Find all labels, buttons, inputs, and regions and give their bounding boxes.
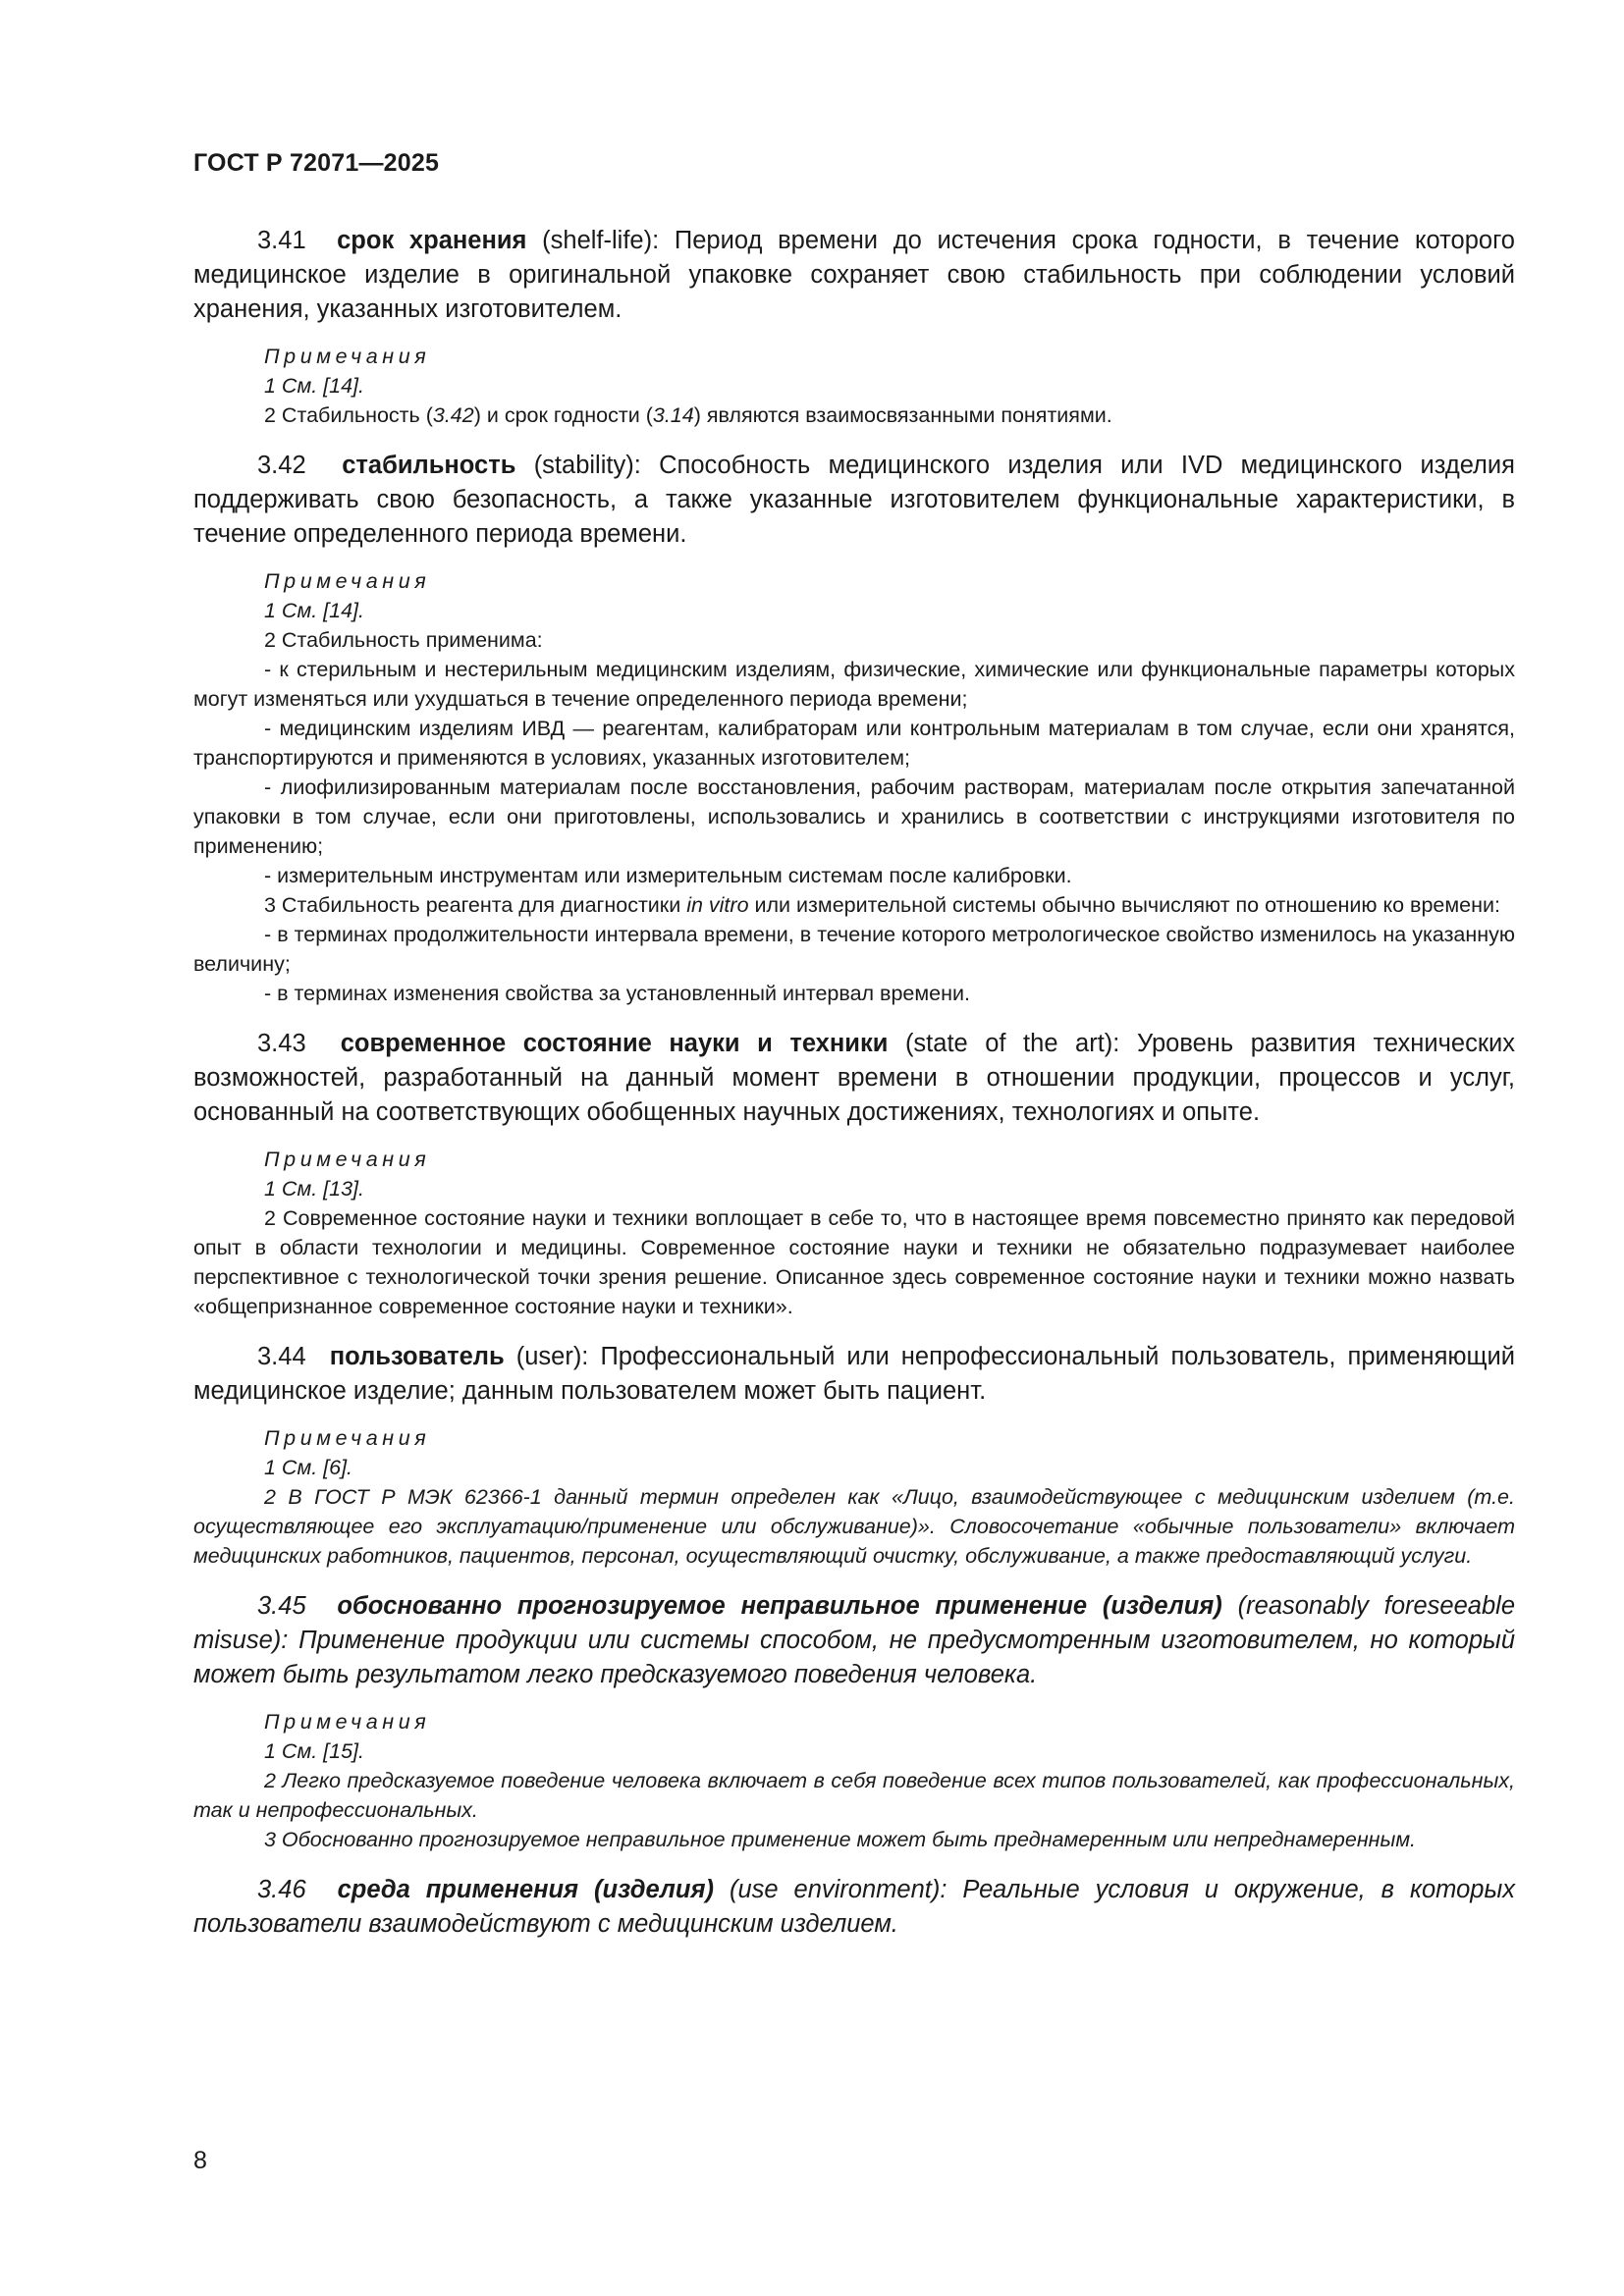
term-definition: Уровень развития технических возможностей, разработанный на данный момент времени в отношении продукции, процессов и услуг, основанный на соответствующих обобщенных научных достижениях, технологиях и опыте. bbox=[193, 1030, 1515, 1126]
term-english: (shelf-life): bbox=[542, 227, 660, 254]
term-3-46 bbox=[193, 1873, 1515, 1942]
notes-3-44 bbox=[193, 1423, 1515, 1571]
term-number: 3.43 bbox=[257, 1030, 306, 1057]
term-title: пользователь bbox=[329, 1343, 505, 1370]
term-definition: Применение продукции или системы способом, не предусмотренным изготовителем, но который может быть результатом легко предсказуемого поведения человека. bbox=[193, 1627, 1515, 1688]
term-title: срок хранения bbox=[337, 227, 527, 254]
note-1: 1 См. [14]. bbox=[264, 374, 364, 398]
notes-3-42 bbox=[193, 566, 1515, 1008]
note-2-bullet-2: - медицинским изделиям ИВД — реагентам, калибраторам или контрольным материалам в том случае, если они хранятся, транспортируются и применяются в условиях, указанных изготовителем; bbox=[193, 717, 1515, 770]
term-definition: Период времени до истечения срока годности, в течение которого медицинское изделие в оригинальной упаковке сохраняет свою стабильность при соблюдении условий хранения, указанных изготовителем. bbox=[193, 227, 1515, 323]
term-english: (stability): bbox=[533, 452, 641, 479]
notes-heading: Примечания bbox=[264, 345, 431, 368]
notes-heading: Примечания bbox=[264, 569, 431, 593]
notes-heading: Примечания bbox=[264, 1710, 431, 1734]
notes-3-45 bbox=[193, 1707, 1515, 1854]
notes-3-43 bbox=[193, 1145, 1515, 1321]
note-2-bullet-1: - к стерильным и нестерильным медицинским изделиям, физические, химические или функциональные параметры которых могут изменяться или ухудшаться в течение определенного периода времени; bbox=[193, 658, 1515, 711]
note-3-bullet-2: - в терминах изменения свойства за установленный интервал времени. bbox=[264, 982, 970, 1005]
term-english: (state of the art): bbox=[904, 1030, 1120, 1057]
term-definition: Профессиональный или непрофессиональный пользователь, применяющий медицинское изделие; данным пользователем может быть пациент. bbox=[193, 1343, 1515, 1405]
standard-header: ГОСТ Р 72071—2025 bbox=[193, 149, 440, 177]
term-3-41 bbox=[193, 224, 1515, 327]
term-title: стабильность bbox=[342, 452, 516, 479]
term-3-42 bbox=[193, 449, 1515, 552]
term-english: (user): bbox=[515, 1343, 589, 1370]
page-content bbox=[193, 224, 1515, 1956]
notes-heading: Примечания bbox=[264, 1426, 431, 1450]
note-3: 3 Стабильность реагента для диагностики in vitro или измерительной системы обычно вычисляют по отношению ко времени: bbox=[264, 893, 1500, 917]
note-2: 2 Легко предсказуемое поведение человека включает в себя поведение всех типов пользователей, как профессиональных, так и непрофессиональных. bbox=[193, 1769, 1515, 1822]
term-definition: Реальные условия и окружение, в которых пользователи взаимодействуют с медицинским изделием. bbox=[193, 1876, 1515, 1938]
note-3: 3 Обоснованно прогнозируемое неправильное применение может быть преднамеренным или непреднамеренным. bbox=[264, 1828, 1417, 1851]
term-title: среда применения (изделия) bbox=[337, 1876, 714, 1903]
page-number: 8 bbox=[193, 2147, 207, 2174]
term-number: 3.41 bbox=[257, 227, 306, 254]
term-number: 3.45 bbox=[257, 1592, 306, 1620]
term-3-45 bbox=[193, 1589, 1515, 1692]
term-3-43 bbox=[193, 1027, 1515, 1130]
term-number: 3.46 bbox=[257, 1876, 306, 1903]
term-title: современное состояние науки и техники bbox=[340, 1030, 889, 1057]
term-number: 3.42 bbox=[257, 452, 306, 479]
note-1: 1 См. [6]. bbox=[264, 1456, 353, 1479]
note-2: 2 Стабильность (3.42) и срок годности (3.14) являются взаимосвязанными понятиями. bbox=[264, 403, 1112, 427]
note-1: 1 См. [15]. bbox=[264, 1739, 364, 1763]
note-2-bullet-3: - лиофилизированным материалам после восстановления, рабочим растворам, материалам после открытия запечатанной упаковки в том случае, если они приготовлены, использовались и хранились в соответствии с инструкциями изготовителя по применению; bbox=[193, 775, 1515, 858]
note-2: 2 Стабильность применима: bbox=[264, 628, 543, 652]
term-definition: Способность медицинского изделия или IVD медицинского изделия поддерживать свою безопасность, а также указанные изготовителем функциональные характеристики, в течение определенного периода времени. bbox=[193, 452, 1515, 548]
note-1: 1 См. [14]. bbox=[264, 599, 364, 622]
notes-3-41 bbox=[193, 342, 1515, 430]
term-3-44 bbox=[193, 1340, 1515, 1409]
note-2: 2 Современное состояние науки и техники воплощает в себе то, что в настоящее время повсеместно принято как передовой опыт в области технологии и медицины. Современное состояние науки и техники не обязательно подразумевает наиболее перспективное с технологической точки зрения решение. Описанное здесь современное состояние науки и техники можно назвать «общепризнанное современное состояние науки и техники». bbox=[193, 1206, 1515, 1318]
term-english: (use environment): bbox=[729, 1876, 947, 1903]
note-1: 1 См. [13]. bbox=[264, 1177, 364, 1201]
term-number: 3.44 bbox=[257, 1343, 306, 1370]
note-2-bullet-4: - измерительным инструментам или измерительным системам после калибровки. bbox=[264, 864, 1072, 887]
note-3-bullet-1: - в терминах продолжительности интервала времени, в течение которого метрологическое свойство изменилось на указанную величину; bbox=[193, 923, 1515, 976]
term-english: (reasonably foreseeable misuse): bbox=[193, 1592, 1516, 1654]
term-title: обоснованно прогнозируемое неправильное применение (изделия) bbox=[337, 1592, 1222, 1620]
notes-heading: Примечания bbox=[264, 1148, 431, 1171]
note-2: 2 В ГОСТ Р МЭК 62366-1 данный термин определен как «Лицо, взаимодействующее с медицинским изделием (т.е. осуществляющее его эксплуатацию/применение или обслуживание)». Словосочетание «обычные пользователи» включает медицинских работников, пациентов, персонал, осуществляющий очистку, обслуживание, а также предоставляющий услуги. bbox=[193, 1485, 1515, 1568]
